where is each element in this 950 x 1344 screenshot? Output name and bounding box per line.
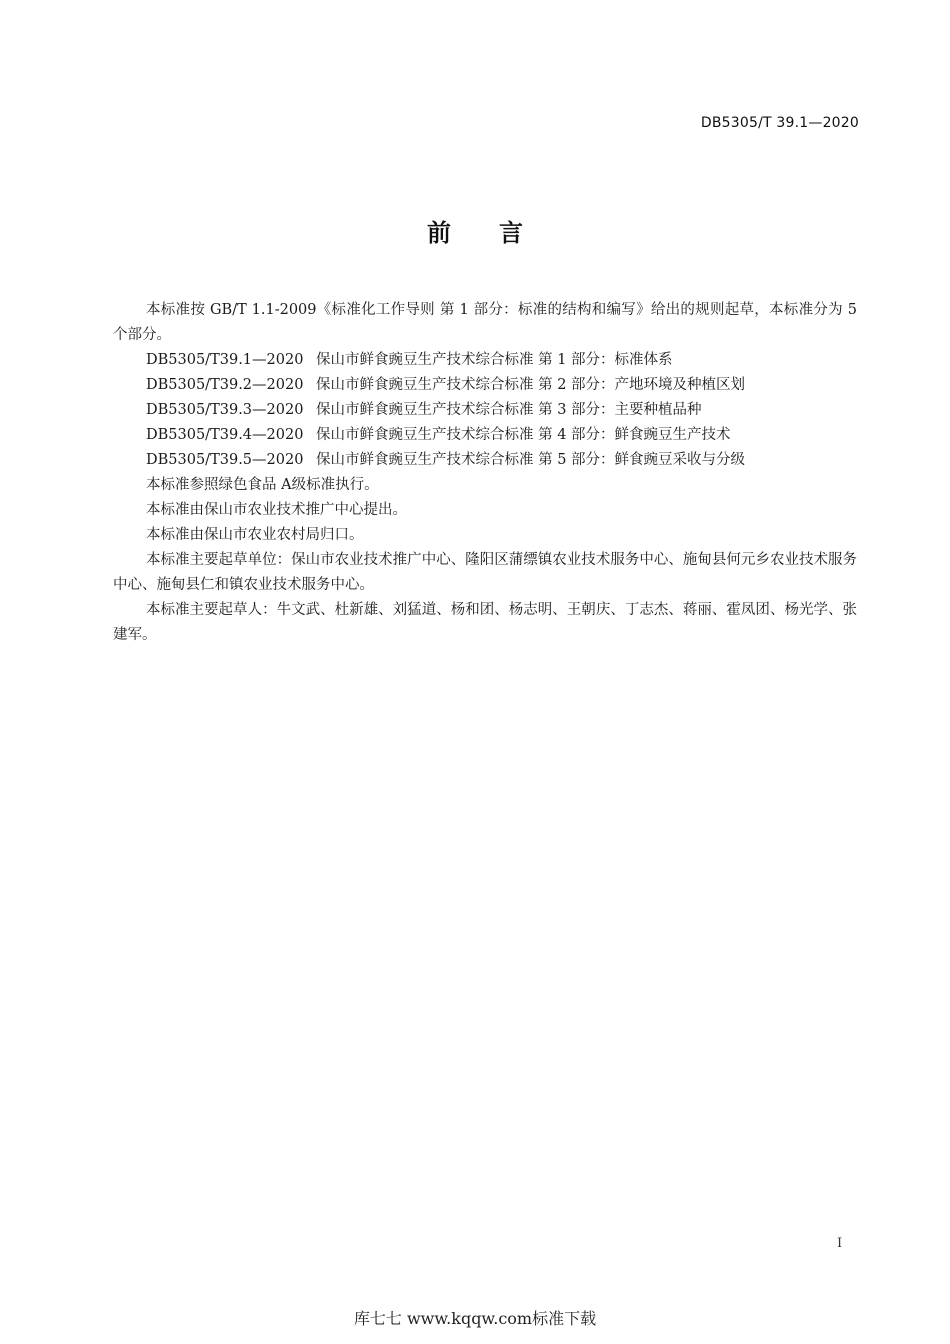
part-item-4 bbox=[113, 423, 857, 448]
part-item-1 bbox=[113, 348, 857, 373]
part-title: 保山市鲜食豌豆生产技术综合标准 第 1 部分：标准体系 bbox=[316, 352, 673, 368]
part-code: DB5305/T39.1—2020 bbox=[146, 352, 304, 368]
part-title: 保山市鲜食豌豆生产技术综合标准 第 4 部分：鲜食豌豆生产技术 bbox=[316, 427, 731, 443]
part-title: 保山市鲜食豌豆生产技术综合标准 第 2 部分：产地环境及种植区划 bbox=[316, 377, 746, 393]
intro-paragraph: 本标准按 GB/T 1.1-2009《标准化工作导则 第 1 部分：标准的结构和编写》给出的规则起草，本标准分为 5 个部分。 bbox=[113, 302, 857, 343]
part-item-3 bbox=[113, 398, 857, 423]
part-code: DB5305/T39.2—2020 bbox=[146, 377, 304, 393]
proposed-by-statement: 本标准由保山市农业技术推广中心提出。 bbox=[146, 502, 407, 518]
part-item-5 bbox=[113, 448, 857, 473]
part-item-2 bbox=[113, 373, 857, 398]
part-code: DB5305/T39.4—2020 bbox=[146, 427, 304, 443]
part-code: DB5305/T39.5—2020 bbox=[146, 452, 304, 468]
document-code: DB5305/T 39.1—2020 bbox=[700, 115, 859, 131]
foreword-body bbox=[113, 298, 857, 648]
page-number: I bbox=[837, 1236, 843, 1251]
footer-watermark: 库七七 www.kqqw.com标准下载 bbox=[353, 1309, 597, 1328]
part-title: 保山市鲜食豌豆生产技术综合标准 第 3 部分：主要种植品种 bbox=[316, 402, 702, 418]
part-title: 保山市鲜食豌豆生产技术综合标准 第 5 部分：鲜食豌豆采收与分级 bbox=[316, 452, 746, 468]
managed-by-statement: 本标准由保山市农业农村局归口。 bbox=[146, 527, 364, 543]
drafting-units-statement: 本标准主要起草单位：保山市农业技术推广中心、隆阳区蒲缥镇农业技术服务中心、施甸县何元乡农业技术服务中心、施甸县仁和镇农业技术服务中心。 bbox=[113, 552, 857, 593]
title-char-2: 言 bbox=[499, 219, 523, 247]
title-char-1: 前 bbox=[427, 219, 451, 247]
drafters-statement: 本标准主要起草人：牛文武、杜新雄、刘猛道、杨和团、杨志明、王朝庆、丁志杰、蒋丽、霍凤团、杨光学、张建军。 bbox=[113, 602, 857, 643]
part-code: DB5305/T39.3—2020 bbox=[146, 402, 304, 418]
reference-statement: 本标准参照绿色食品 A级标准执行。 bbox=[146, 477, 379, 493]
page-title bbox=[0, 213, 950, 248]
